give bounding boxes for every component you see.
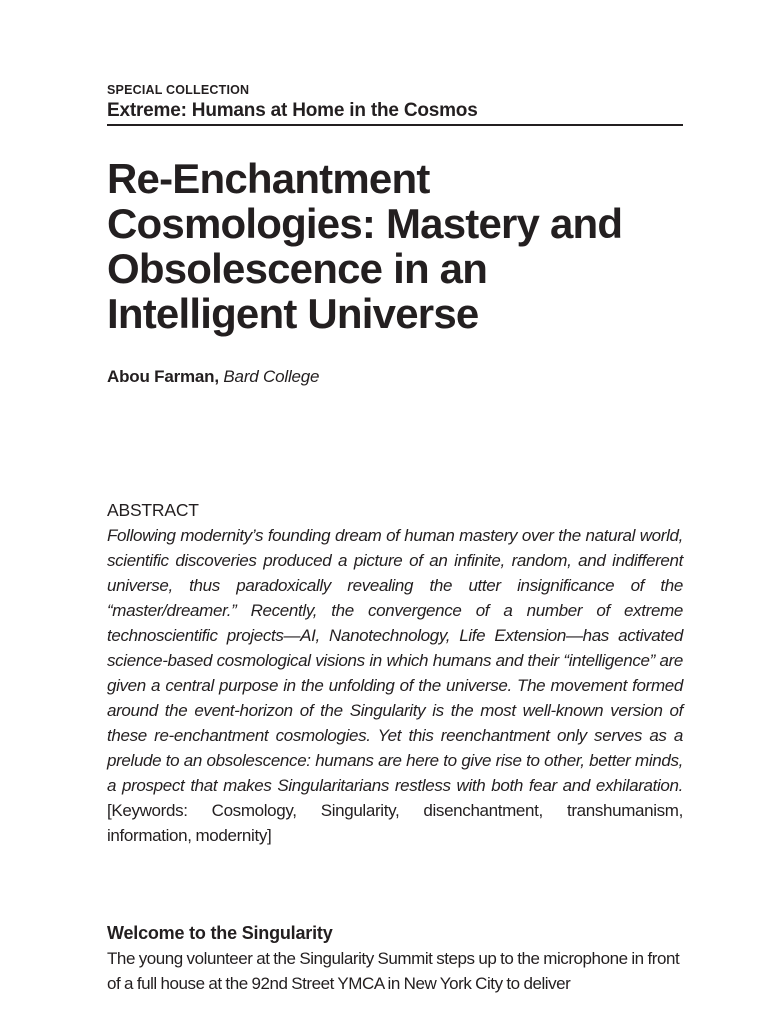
author-affiliation: Bard College (223, 367, 320, 386)
collection-divider (107, 124, 683, 126)
abstract-text: Following modernity’s founding dream of human mastery over the natural world, scientific discoveries produced a picture of an infinite, random, and indifferent universe, thus paradoxically revealing the utter insignificance of the “master/dreamer.” Recently, the convergence of a number of extreme technoscientific projects—AI, Nanotechnology, Life Extension—has activated science-based cosmological visions in which humans and their “intelligence” are given a central purpose in the unfolding of the universe. The movement formed around the event-horizon of the Singularity is the most well-known version of these re-enchantment cosmologies. Yet this reenchantment only serves as a prelude to an obsolescence: humans are here to give rise to other, better minds, a prospect that makes Singularitarians restless with both fear and exhilaration. (107, 526, 683, 795)
section-heading: Welcome to the Singularity (107, 923, 333, 943)
collection-title: Extreme: Humans at Home in the Cosmos (107, 100, 478, 121)
abstract-body (107, 523, 683, 848)
byline (107, 366, 319, 388)
abstract-heading: ABSTRACT (107, 500, 199, 520)
collection-kicker: SPECIAL COLLECTION (107, 83, 250, 97)
author-name: Abou Farman, (107, 367, 219, 386)
abstract-keywords: [Keywords: Cosmology, Singularity, disenchantment, transhumanism, information, modernity] (107, 801, 683, 845)
article-title: Re-Enchantment Cosmologies: Mastery and Obsolescence in an Intelligent Universe (107, 155, 623, 337)
section-body-text: The young volunteer at the Singularity Summit steps up to the microphone in front of a full house at the 92nd Street YMCA in New York City to deliver (107, 949, 680, 993)
